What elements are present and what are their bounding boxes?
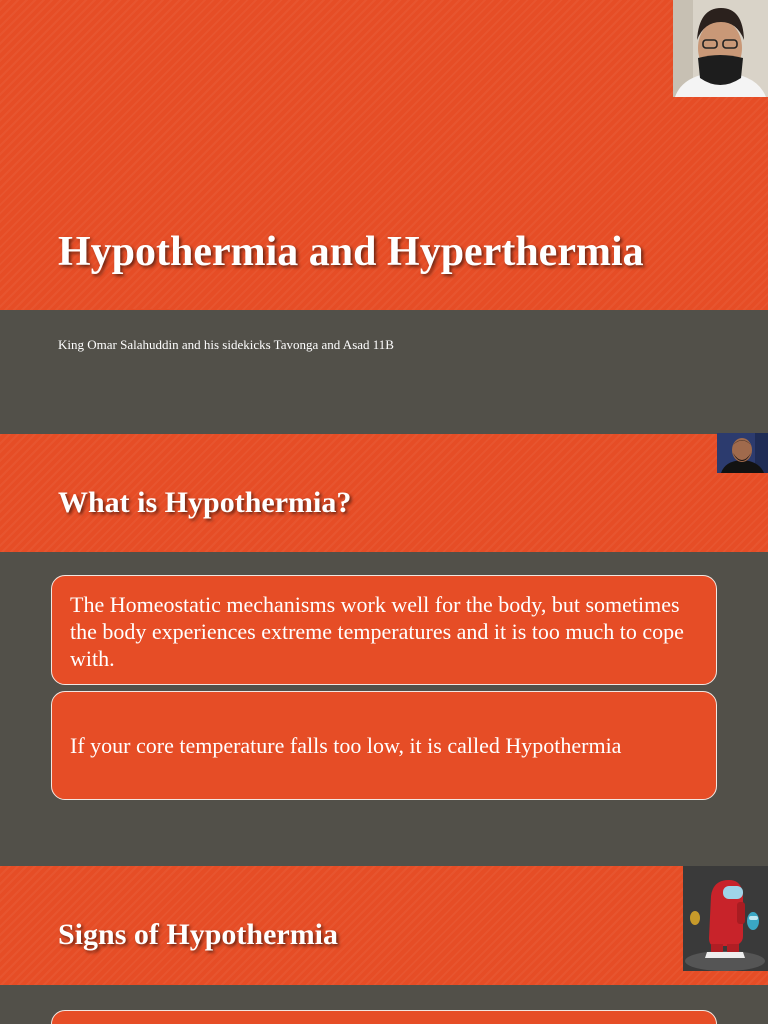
presenter-webcam-thumbnail — [673, 0, 768, 97]
definition-box-hypothermia-text: If your core temperature falls too low, it is called Hypothermia — [70, 733, 622, 758]
character-image-thumbnail — [683, 866, 768, 971]
slide-1-subtitle: King Omar Salahuddin and his sidekicks Tavonga and Asad 11B — [58, 337, 394, 352]
participant-webcam-thumbnail — [717, 433, 768, 473]
slide-1-body — [0, 310, 768, 434]
slide-3-title: Signs of Hypothermia — [58, 918, 339, 951]
definition-box-homeostatic: The Homeostatic mechanisms work well for the body, but sometimes the body experiences extreme temperatures and it is too much to cope with. — [51, 575, 717, 685]
slide-2-title: What is Hypothermia? — [58, 486, 352, 519]
slide-1-title: Hypothermia and Hyperthermia — [58, 229, 644, 275]
signs-content-box — [51, 1010, 717, 1024]
definition-box-hypothermia — [51, 691, 717, 800]
